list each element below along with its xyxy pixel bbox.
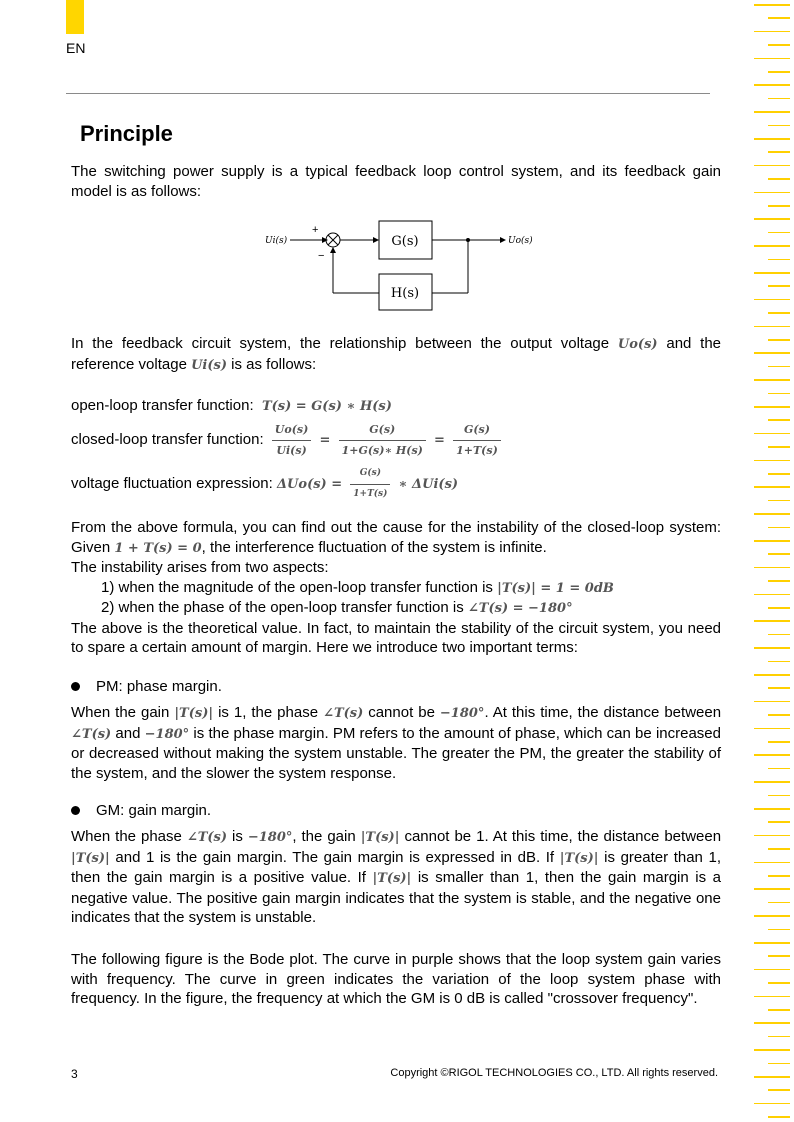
margin-tick	[754, 835, 790, 837]
diagram-output-label: Uo(s)	[508, 236, 533, 246]
relation-paragraph: In the feedback circuit system, the relationship between the output voltage Uo(s) and the reference voltage Ui(s) is as follows:	[71, 335, 722, 373]
bullet-icon	[71, 806, 80, 815]
margin-tick	[754, 58, 790, 60]
margin-tick	[754, 218, 790, 220]
copyright-notice: Copyright ©RIGOL TECHNOLOGIES CO., LTD. All rights reserved.	[390, 1067, 718, 1079]
margin-tick	[768, 339, 790, 341]
margin-tick	[754, 647, 790, 649]
margin-tick	[754, 567, 790, 569]
margin-tick	[768, 902, 790, 904]
margin-tick	[768, 553, 790, 555]
margin-tick	[768, 473, 790, 475]
margin-tick	[754, 460, 790, 462]
feedback-block-label: H(s)	[390, 286, 420, 301]
margin-tick	[754, 31, 790, 33]
margin-tick	[754, 165, 790, 167]
margin-tick	[754, 326, 790, 328]
margin-tick	[768, 848, 790, 850]
gm-bullet: GM: gain margin.	[71, 802, 211, 819]
margin-tick	[768, 929, 790, 931]
margin-tick	[768, 1063, 790, 1065]
pm-paragraph: When the gain |T(s)| is 1, the phase ∠T(s) cannot be −180°. At this time, the distance between ∠T(s) and −180° is the phase margin. PM refers to the amount of phase, which can be increased or decreased without making the system unstable. The greater the PM, the greater the stability of the system, and the slower the system response.	[71, 704, 722, 782]
margin-tick	[768, 768, 790, 770]
margin-tick	[768, 419, 790, 421]
pm-bullet: PM: phase margin.	[71, 678, 222, 695]
margin-tick	[754, 1049, 790, 1051]
header-divider	[66, 93, 710, 94]
margin-tick	[768, 875, 790, 877]
margin-tick	[754, 674, 790, 676]
diagram-input-label: Ui(s)	[265, 236, 288, 246]
margin-tick	[754, 4, 790, 6]
voltage-fluctuation-formula: voltage fluctuation expression: ΔUo(s) = $\frac{G(s)}{1+T(s)}$ ∗ ΔUi(s)	[71, 464, 721, 504]
margin-tick	[768, 44, 790, 46]
margin-tick	[768, 1116, 790, 1118]
margin-tick	[754, 888, 790, 890]
margin-tick	[754, 969, 790, 971]
feedback-block-diagram	[255, 215, 555, 315]
margin-tick	[768, 17, 790, 19]
margin-tick	[768, 687, 790, 689]
margin-tick	[768, 714, 790, 716]
margin-tick	[754, 406, 790, 408]
margin-tick	[754, 513, 790, 515]
instability-paragraph: From the above formula, you can find out the cause for the instability of the closed-loop system: Given 1 + T(s) = 0, the interference fluctuation of the system is infinite. The instability arises from two aspects: 1) when the magnitude of the open-loop transfer function is |T(s)| = 1 = 0dB 2) when the phase of the open-loop transfer function is ∠T(s) = −180° The above is the theoretical value. In fact, to maintain the stability of the circuit system, you need to spare a certain amount of margin. Here we introduce two important terms:	[71, 519, 721, 656]
margin-tick	[768, 527, 790, 529]
margin-tick	[754, 620, 790, 622]
margin-tick	[754, 594, 790, 596]
margin-tick	[768, 1009, 790, 1011]
gm-paragraph: When the phase ∠T(s) is −180°, the gain |T(s)| cannot be 1. At this time, the distance between |T(s)| and 1 is the gain margin. The gain margin is expressed in dB. If |T(s)| is greater than 1, then the gain margin is a positive value. If |T(s)| is smaller than 1, then the gain margin is a negative value. The positive gain margin indicates that the system is stable, and the negative one indicates that the system is unstable.	[71, 828, 722, 926]
margin-tick	[754, 192, 790, 194]
margin-tick	[768, 366, 790, 368]
margin-tick	[754, 138, 790, 140]
intro-paragraph: The switching power supply is a typical feedback loop control system, and its feedback gain model is as follows:	[71, 163, 721, 200]
margin-tick	[768, 259, 790, 261]
margin-tick	[754, 808, 790, 810]
margin-tick	[768, 312, 790, 314]
margin-tick	[754, 352, 790, 354]
margin-tick	[768, 446, 790, 448]
margin-tick	[768, 634, 790, 636]
margin-tick	[754, 379, 790, 381]
margin-tick	[768, 151, 790, 153]
margin-tick	[768, 795, 790, 797]
margin-tick	[754, 272, 790, 274]
bode-paragraph: The following figure is the Bode plot. The curve in purple shows that the loop system gain varies with frequency. The curve in green indicates the variation of the loop system phase with frequency. In the figure, the frequency at which the GM is 0 dB is called "crossover frequency".	[71, 951, 721, 1007]
page-number: 3	[71, 1067, 78, 1081]
minus-sign: −	[318, 250, 325, 262]
margin-tick	[768, 98, 790, 100]
page-title: Principle	[80, 121, 173, 146]
language-label: EN	[66, 40, 86, 56]
header-tab-accent	[66, 0, 84, 34]
margin-tick	[754, 540, 790, 542]
margin-tick	[754, 1103, 790, 1105]
margin-tick	[768, 1036, 790, 1038]
margin-tick	[754, 862, 790, 864]
margin-tick	[768, 71, 790, 73]
margin-tick	[754, 1022, 790, 1024]
margin-tick	[768, 955, 790, 957]
margin-tick	[754, 754, 790, 756]
margin-tick	[768, 232, 790, 234]
margin-tick	[754, 84, 790, 86]
margin-tick	[768, 982, 790, 984]
margin-tick	[768, 661, 790, 663]
margin-tick	[768, 607, 790, 609]
forward-block-label: G(s)	[391, 234, 419, 249]
bullet-icon	[71, 682, 80, 691]
margin-tick	[768, 393, 790, 395]
margin-tick	[754, 433, 790, 435]
margin-tick	[754, 942, 790, 944]
margin-tick	[754, 781, 790, 783]
margin-tick	[754, 245, 790, 247]
margin-tick	[768, 580, 790, 582]
margin-tick-strip	[750, 0, 794, 1122]
margin-tick	[754, 701, 790, 703]
margin-tick	[768, 125, 790, 127]
open-loop-formula: open-loop transfer function: T(s) = G(s) ∗ H(s)	[71, 397, 392, 414]
margin-tick	[754, 1076, 790, 1078]
margin-tick	[754, 915, 790, 917]
margin-tick	[768, 178, 790, 180]
margin-tick	[768, 285, 790, 287]
margin-tick	[754, 728, 790, 730]
closed-loop-formula: closed-loop transfer function: $\frac{Uo(s)}{Ui(s)}$ = $\frac{G(s)}{1+G(s)∗ H(s)}$ = $\frac{G(s)}{1+T(s)}$	[71, 420, 721, 460]
margin-tick	[754, 996, 790, 998]
margin-tick	[768, 500, 790, 502]
margin-tick	[768, 205, 790, 207]
margin-tick	[768, 741, 790, 743]
plus-sign: +	[312, 224, 319, 236]
margin-tick	[768, 821, 790, 823]
margin-tick	[768, 1089, 790, 1091]
margin-tick	[754, 299, 790, 301]
margin-tick	[754, 486, 790, 488]
margin-tick	[754, 111, 790, 113]
